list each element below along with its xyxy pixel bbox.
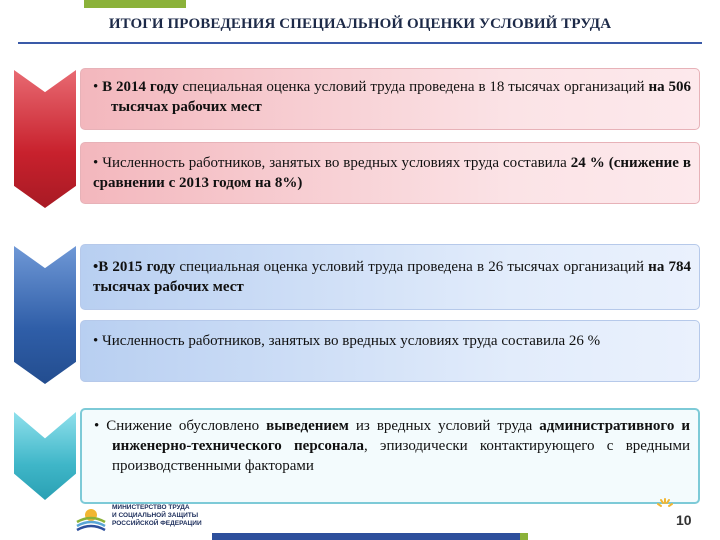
- info-box-2015-assessment: [80, 244, 700, 310]
- ministry-name: МИНИСТЕРСТВО ТРУДА И СОЦИАЛЬНОЙ ЗАЩИТЫ РОССИЙСКОЙ ФЕДЕРАЦИИ: [112, 504, 202, 527]
- blue-chevron: [14, 246, 76, 384]
- body-text: Численность работников, занятых во вредных условиях труда составила: [98, 155, 571, 171]
- paragraph: [93, 77, 691, 117]
- footer-bar: [212, 533, 528, 540]
- paragraph: [94, 416, 690, 476]
- body-text: , эпизодически контактирующего с вредными производственными факторами: [112, 438, 690, 474]
- title-underline: [18, 42, 702, 44]
- personnel-text: административного и инженерно-технического персонала: [112, 418, 690, 454]
- top-accent-bar: [84, 0, 186, 8]
- bullet: •: [93, 155, 99, 171]
- info-box-reduction-reason: [80, 408, 700, 504]
- percent-text: 26 %: [568, 333, 601, 349]
- footer-bar-accent: [520, 533, 528, 540]
- workplaces-text: на 784 тысячах рабочих мест: [93, 259, 691, 295]
- percent-text: 24 % (снижение в сравнении с 2013 годом на 8%): [93, 155, 691, 191]
- sun-icon: [654, 496, 676, 518]
- teal-chevron: [14, 412, 76, 500]
- page-number: 10: [676, 512, 692, 528]
- info-box-2015-workers: [80, 320, 700, 382]
- paragraph: [93, 331, 691, 351]
- info-box-2014-workers: [80, 142, 700, 204]
- year-2015-text: •В 2015 году: [93, 259, 176, 275]
- bullet: •: [93, 79, 99, 95]
- year-2014-text: В 2014 году: [102, 79, 179, 95]
- info-box-2014-assessment: [80, 68, 700, 130]
- bullet: •: [94, 418, 100, 434]
- emphasis-text: выведением: [266, 418, 349, 434]
- body-text: Численность работников, занятых во вредных условиях труда составила: [98, 333, 569, 349]
- body-text: Снижение обусловлено: [99, 418, 267, 434]
- page-title: ИТОГИ ПРОВЕДЕНИЯ СПЕЦИАЛЬНОЙ ОЦЕНКИ УСЛОВИЙ ТРУДА: [108, 16, 612, 32]
- ministry-logo-icon: [74, 504, 108, 536]
- body-text: специальная оценка условий труда проведена в 26 тысячах организаций: [175, 259, 649, 275]
- body-text: специальная оценка условий труда проведена в 18 тысячах организаций: [178, 79, 649, 95]
- workplaces-text: на 506 тысячах рабочих мест: [111, 79, 691, 115]
- bullet: •: [93, 333, 99, 349]
- body-text: из вредных условий труда: [348, 418, 540, 434]
- red-chevron: [14, 70, 76, 208]
